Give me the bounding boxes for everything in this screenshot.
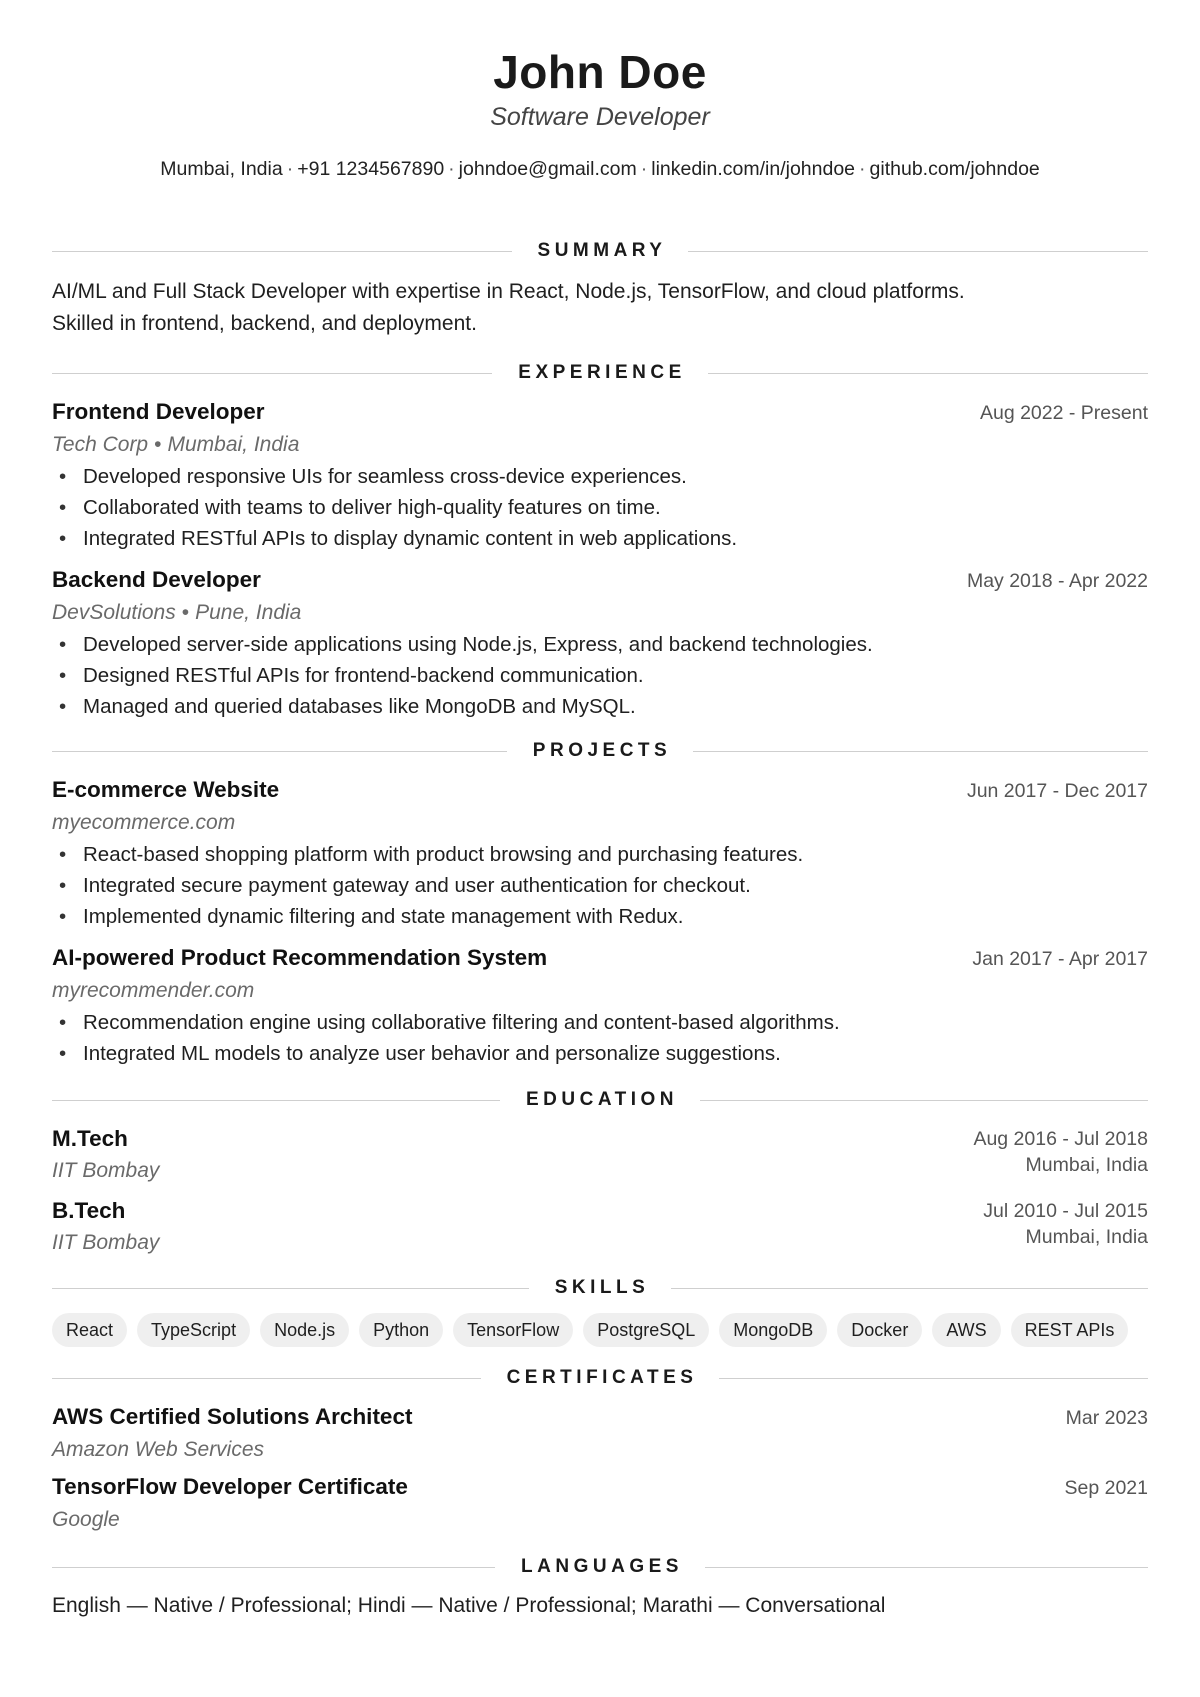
skill-chip: React [52,1313,127,1347]
list-item: • Developed responsive UIs for seamless cross-device experiences. [83,461,1148,492]
divider [719,1378,1148,1379]
section-title: SKILLS [554,1277,650,1298]
section-skills-heading [52,1275,1148,1301]
dot-separator: • [154,433,162,456]
resume-header [52,0,1148,183]
list-item: • React-based shopping platform with product browsing and purchasing features. [83,839,1148,870]
section-education-heading [52,1087,1148,1113]
certificate-issuer: Amazon Web Services [52,1438,265,1461]
skill-chip: REST APIs [1011,1313,1129,1347]
section-title: CERTIFICATES [506,1367,698,1388]
contact-separator: · [859,158,866,180]
job-bullets [52,461,1148,554]
skills-list [52,1313,1148,1347]
section-summary-heading [52,238,1148,264]
certificate-entry [52,1471,1148,1536]
project-bullets [52,1007,1148,1069]
job-title: Backend Developer [52,567,261,592]
contact-separator: · [640,158,648,180]
summary-line: Skilled in frontend, backend, and deployment. [52,312,477,335]
skill-chip: Node.js [260,1313,349,1347]
list-item: • Collaborated with teams to deliver high-quality features on time. [83,492,1148,523]
candidate-role: Software Developer [490,103,710,131]
project-title: AI-powered Product Recommendation System [52,945,548,970]
section-title: EDUCATION [525,1089,679,1110]
section-title: PROJECTS [532,740,672,761]
contact-github[interactable]: github.com/johndoe [869,158,1040,180]
divider [52,1378,481,1379]
education-entry [52,1123,1148,1187]
project-link[interactable]: myrecommender.com [52,979,255,1002]
divider [693,751,1148,752]
section-title: EXPERIENCE [518,362,686,383]
project-date: Jan 2017 - Apr 2017 [972,948,1148,970]
section-projects-heading [52,738,1148,764]
certificate-entry [52,1401,1148,1466]
project-date: Jun 2017 - Dec 2017 [966,780,1148,802]
school: IIT Bombay [52,1231,160,1254]
skill-chip: AWS [932,1313,1000,1347]
section-title: LANGUAGES [521,1556,683,1577]
contact-email[interactable]: johndoe@gmail.com [458,158,637,180]
divider [52,373,492,374]
education-location: Mumbai, India [1025,1154,1148,1176]
list-item: • Integrated RESTful APIs to display dynamic content in web applications. [83,523,1148,554]
education-location: Mumbai, India [1025,1226,1148,1248]
divider [671,1288,1148,1289]
list-item: • Integrated secure payment gateway and user authentication for checkout. [83,870,1148,901]
divider [52,751,507,752]
list-item: • Managed and queried databases like MongoDB and MySQL. [83,691,1148,722]
job-company-line [52,429,1148,461]
list-item: • Implemented dynamic filtering and state management with Redux. [83,901,1148,932]
divider [705,1567,1148,1568]
section-languages-heading [52,1554,1148,1580]
skill-chip: MongoDB [719,1313,827,1347]
job-location: Mumbai, India [167,433,300,456]
section-experience-heading [52,360,1148,386]
languages-text: English — Native / Professional; Hindi — Native / Professional; Marathi — Conversational [52,1594,886,1617]
education-entry [52,1195,1148,1259]
skill-chip: PostgreSQL [583,1313,709,1347]
education-left [52,1195,159,1259]
list-item: • Developed server-side applications using Node.js, Express, and backend technologies. [83,629,1148,660]
degree: M.Tech [52,1126,128,1151]
certificate-title: AWS Certified Solutions Architect [52,1404,413,1429]
entry-header [52,774,1148,807]
skill-chip: TypeScript [137,1313,250,1347]
education-left [52,1123,159,1187]
project-title: E-commerce Website [52,777,280,802]
contact-line [52,155,1148,183]
divider [708,373,1148,374]
list-item: • Integrated ML models to analyze user behavior and personalize suggestions. [83,1038,1148,1069]
job-location: Pune, India [195,601,302,624]
education-right [973,1123,1148,1187]
list-item: • Designed RESTful APIs for frontend-backend communication. [83,660,1148,691]
job-company: DevSolutions [52,601,176,624]
contact-linkedin[interactable]: linkedin.com/in/johndoe [651,158,856,180]
divider [52,251,512,252]
project-bullets [52,839,1148,932]
skill-chip: Docker [837,1313,922,1347]
divider [52,1100,500,1101]
certificate-title: TensorFlow Developer Certificate [52,1474,408,1499]
section-title: SUMMARY [537,240,667,261]
job-title: Frontend Developer [52,399,265,424]
certificate-issuer: Google [52,1508,120,1531]
divider [52,1567,495,1568]
project-link[interactable]: myecommerce.com [52,811,236,834]
experience-entry [52,564,1148,722]
experience-entry [52,396,1148,554]
skill-chip: TensorFlow [453,1313,573,1347]
certificate-date: Mar 2023 [1065,1407,1148,1429]
divider [688,251,1148,252]
divider [52,1288,529,1289]
summary-text [52,276,1148,340]
list-item: • Recommendation engine using collaborative filtering and content-based algorithms. [83,1007,1148,1038]
contact-separator: · [448,158,455,180]
education-date: Aug 2016 - Jul 2018 [973,1128,1148,1150]
project-entry [52,942,1148,1069]
job-date: May 2018 - Apr 2022 [966,570,1148,592]
contact-phone: +91 1234567890 [297,158,445,180]
contact-location: Mumbai, India [160,158,283,180]
skill-chip: Python [359,1313,443,1347]
degree: B.Tech [52,1198,126,1223]
entry-header [52,942,1148,975]
divider [700,1100,1148,1101]
entry-header [52,564,1148,597]
education-right [983,1195,1148,1259]
dot-separator: • [181,601,190,624]
contact-separator: · [286,158,294,180]
section-certificates-heading [52,1365,1148,1391]
certificate-date: Sep 2021 [1064,1477,1148,1499]
job-bullets [52,629,1148,722]
education-date: Jul 2010 - Jul 2015 [983,1200,1148,1222]
school: IIT Bombay [52,1159,160,1182]
entry-header [52,1471,1148,1504]
entry-header [52,1401,1148,1434]
job-company-line [52,597,1148,629]
entry-header [52,396,1148,429]
job-date: Aug 2022 - Present [979,402,1148,424]
job-company: Tech Corp [52,433,149,456]
summary-line: AI/ML and Full Stack Developer with expertise in React, Node.js, TensorFlow, and cloud platforms. [52,280,965,303]
project-entry [52,774,1148,932]
candidate-name: John Doe [493,46,707,98]
